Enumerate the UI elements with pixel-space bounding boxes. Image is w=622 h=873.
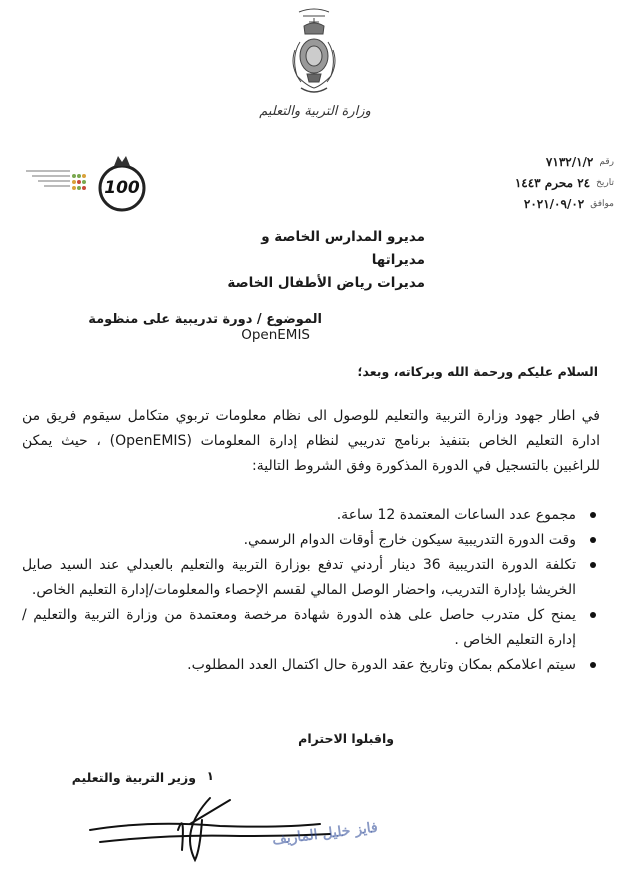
addressee: [205, 226, 425, 295]
centenary-number: 100: [104, 178, 140, 198]
bullet-icon: [590, 537, 596, 543]
letter-body: في اطار جهود وزارة التربية والتعليم للوصول الى نظام معلومات تربوي متكامل سيقوم فريق من ادارة التعليم الخاص بتنفيذ برنامج تدريبي لنظام إدارة المعلومات (OpenEMIS) ، حيث يمكن للراغبين بالتسجيل في الدورة المذكورة وفق الشروط التالية:: [22, 408, 601, 474]
official-stamp: فايز خليل الماريف: [271, 819, 379, 849]
greeting: السلام عليكم ورحمة الله وبركاته، وبعد؛: [357, 364, 598, 379]
reference-block: [474, 152, 614, 215]
closing-phrase: واقبلوا الاحترام: [298, 731, 394, 746]
ref-gregorian-value: ٢٠٢١/٠٩/٠٢: [523, 197, 585, 211]
condition-item: [22, 503, 600, 528]
addressee-line-2: مديرات رياض الأطفال الخاصة: [227, 275, 425, 291]
condition-text: تكلفة الدورة التدريبية 36 دينار أردني تدفع بوزارة التربية والتعليم بالعبدلي عند السيد صايل الخريشا بإدارة التدريب، واحضار الوصل المالي لقسم الإحصاء والمعلومات/إدارة التعليم الخاص.: [22, 557, 576, 598]
signer-title: وزير التربية والتعليم: [71, 770, 196, 785]
ref-number-value: ٧١٣٢/١/٢: [545, 155, 594, 169]
condition-item: [22, 528, 600, 553]
condition-text: مجموع عدد الساعات المعتمدة 12 ساعة.: [336, 507, 576, 523]
condition-item: [22, 653, 600, 678]
ref-hijri-label: تاريخ: [596, 178, 614, 188]
centenary-logo: [22, 152, 152, 216]
ref-hijri-value: ٢٤ محرم ١٤٤٣: [514, 176, 591, 190]
subject-text: الموضوع / دورة تدريبية على منظومة: [88, 312, 322, 327]
condition-text: سيتم اعلامكم بمكان وتاريخ عقد الدورة حال اكتمال العدد المطلوب.: [187, 657, 576, 673]
bullet-icon: [590, 512, 596, 518]
subject-line: [22, 312, 322, 343]
signer-number: ١: [206, 769, 214, 783]
condition-text: وقت الدورة التدريبية سيكون خارج أوقات الدوام الرسمي.: [243, 532, 576, 548]
ministry-name: وزارة التربية والتعليم: [259, 104, 371, 119]
bullet-icon: [590, 562, 596, 568]
royal-crest-icon: [289, 6, 339, 98]
subject-system: OpenEMIS: [241, 327, 310, 343]
condition-item: [22, 603, 600, 653]
bullet-icon: [590, 612, 596, 618]
addressee-line-1: مديرو المدارس الخاصة و مديراتها: [261, 229, 425, 268]
ref-gregorian-label: موافق: [590, 199, 614, 209]
conditions-list: [22, 503, 600, 678]
ref-number-label: رقم: [599, 157, 614, 167]
condition-text: يمنح كل متدرب حاصل على هذه الدورة شهادة مرخصة ومعتمدة من وزارة التربية والتعليم / إدارة التعليم الخاص .: [22, 607, 576, 648]
bullet-icon: [590, 662, 596, 668]
condition-item: [22, 553, 600, 603]
